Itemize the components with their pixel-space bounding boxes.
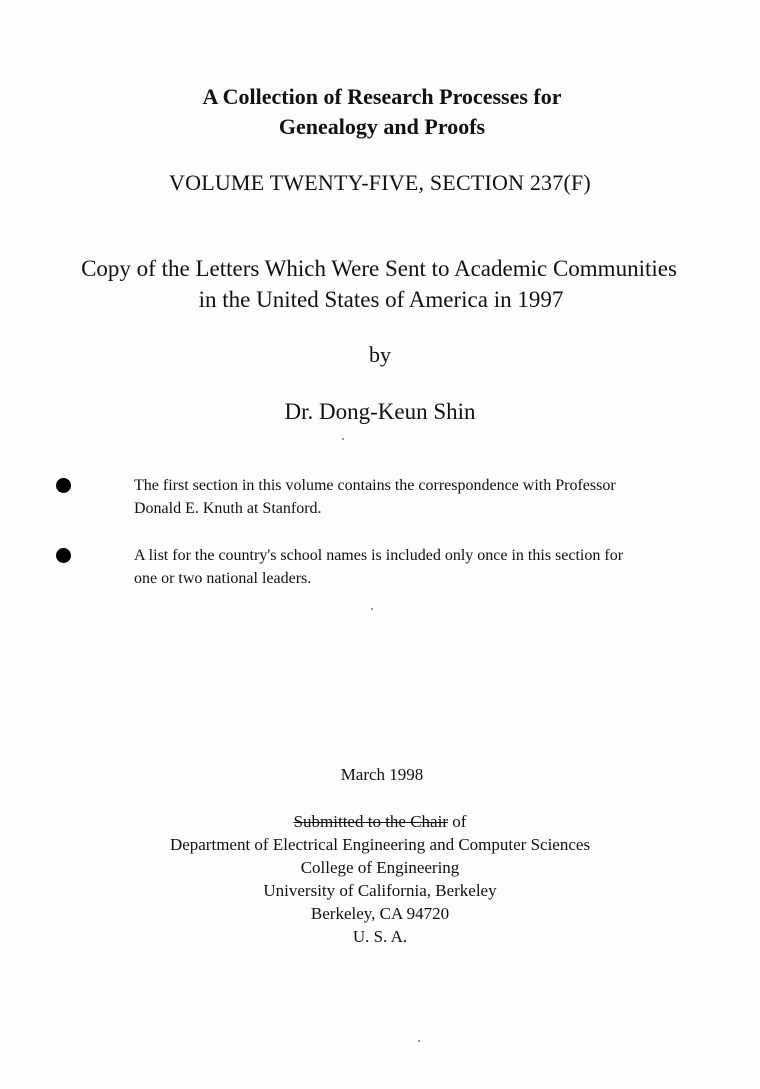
author-name: Dr. Dong-Keun Shin [284,399,476,424]
scan-speck [371,608,373,610]
country-line: U. S. A. [352,927,408,946]
bullet-dot-icon [56,548,71,563]
city-line: Berkeley, CA 94720 [310,904,450,923]
document-subtitle [0,253,760,315]
bullet-text-line: A list for the country's school names is included only once in this section for [134,547,624,564]
bullet-text-line: The first section in this volume contains the correspondence with Professor [134,477,616,494]
title-line-1: A Collection of Research Processes for [202,84,562,109]
struck-text: Submitted to the Chair [293,812,448,831]
subtitle-line-1: Copy of the Letters Which Were Sent to Academic Communities [81,256,677,281]
bullet-text-line: one or two national leaders. [134,570,312,587]
department-line: Department of Electrical Engineering and Computer Sciences [169,835,591,854]
university-line: University of California, Berkeley [263,881,497,900]
volume-heading: VOLUME TWENTY-FIVE, SECTION 237(F) [169,170,591,195]
scan-speck [418,1040,420,1042]
bullet-text-line: Donald E. Knuth at Stanford. [134,500,322,517]
title-line-2: Genealogy and Proofs [278,114,486,139]
submission-of: of [447,812,467,831]
by-line: by [369,342,391,367]
bullet-text [134,544,734,590]
document-date: March 1998 [340,765,424,784]
document-title [0,82,760,142]
bullet-dot-icon [56,478,71,493]
subtitle-line-2: in the United States of America in 1997 [198,287,564,312]
bullet-text [134,474,734,520]
submission-block [0,810,760,948]
scan-speck [342,438,344,440]
submission-line [0,810,760,833]
college-line: College of Engineering [300,858,460,877]
